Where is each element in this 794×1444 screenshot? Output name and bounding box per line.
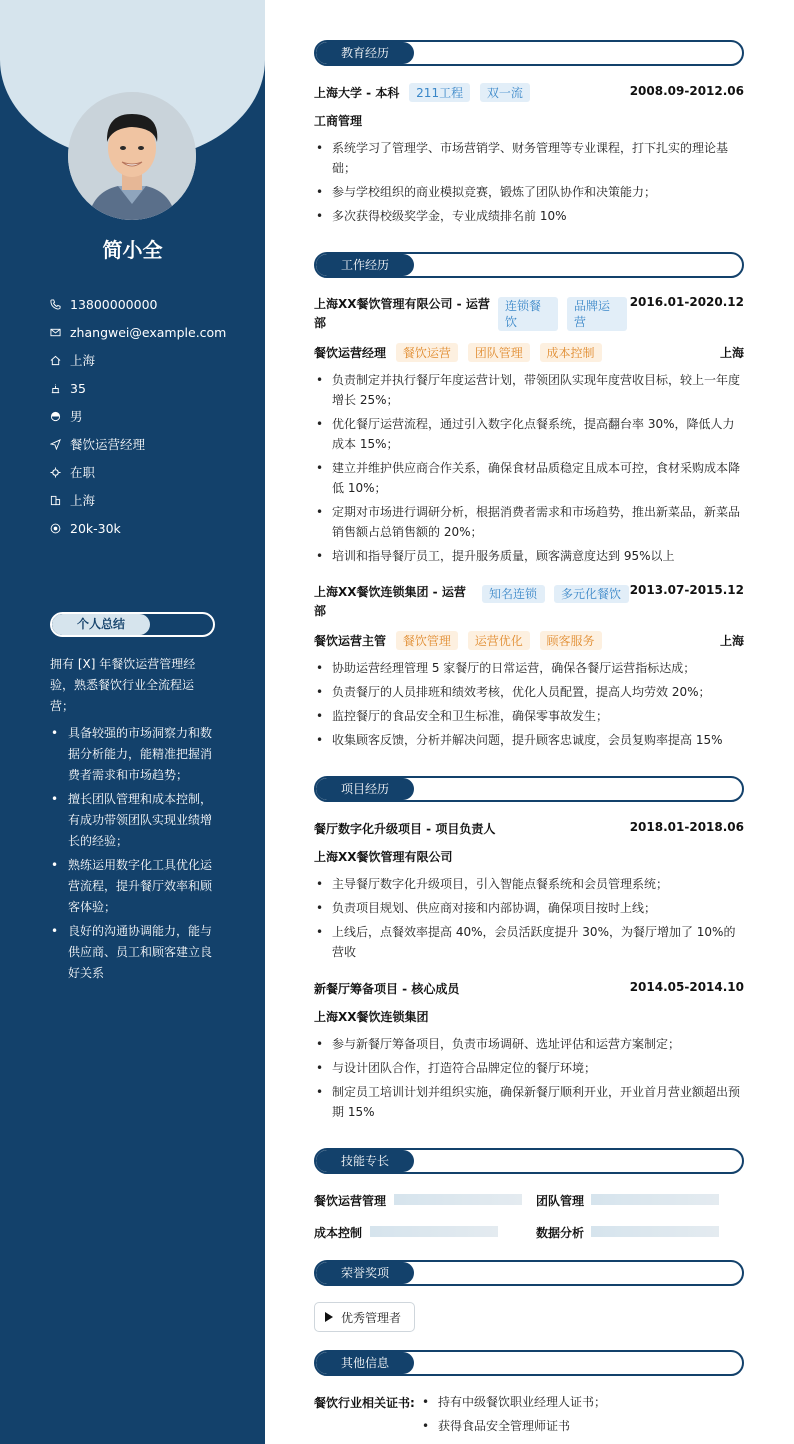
school-name: 上海大学 - 本科 xyxy=(314,86,400,100)
work-section-header xyxy=(314,252,744,278)
skill-tag: 运营优化 xyxy=(468,631,530,650)
company-tag: 多元化餐饮 xyxy=(554,585,629,603)
skill-bar xyxy=(591,1194,719,1205)
age-icon xyxy=(50,383,61,394)
list-item: • 收集顾客反馈，分析并解决问题，提升顾客忠诚度，会员复购率提高 15% xyxy=(314,730,744,750)
list-item: • 多次获得校级奖学金，专业成绩排名前 10% xyxy=(314,206,744,226)
list-item: • 制定员工培训计划并组织实施，确保新餐厅顺利开业，开业首月营业额超出预期 15% xyxy=(314,1082,744,1122)
section-title: 项目经历 xyxy=(340,782,389,796)
work-role-row xyxy=(314,631,744,650)
school-tag: 211工程 xyxy=(409,83,470,102)
section-title: 教育经历 xyxy=(340,46,389,60)
project-header-row xyxy=(314,980,744,997)
info-email xyxy=(50,318,250,346)
send-icon xyxy=(50,439,61,450)
list-item: • 协助运营经理管理 5 家餐厅的日常运营，确保各餐厅运营指标达成； xyxy=(314,658,744,678)
skill-bar xyxy=(370,1226,498,1237)
project-date: 2018.01-2018.06 xyxy=(629,820,744,834)
work-points xyxy=(314,658,744,754)
company-name: 上海XX餐饮管理有限公司 - 运营部 xyxy=(314,297,490,330)
info-city xyxy=(50,486,250,514)
work-city: 上海 xyxy=(719,634,744,648)
info-value: 在职 xyxy=(70,465,96,480)
work-date: 2013.07-2015.12 xyxy=(629,583,744,597)
list-item: • 参与新餐厅筹备项目，负责市场调研、选址评估和运营方案制定； xyxy=(314,1034,744,1054)
work-header-row xyxy=(314,295,744,333)
work-header-row xyxy=(314,583,744,621)
info-value: 上海 xyxy=(70,353,96,368)
list-item: • 监控餐厅的食品安全和卫生标准，确保零事故发生； xyxy=(314,706,744,726)
list-item: • 持有中级餐饮职业经理人证书； xyxy=(420,1392,740,1412)
education-major: 工商管理 xyxy=(314,114,363,128)
company-tag: 品牌运营 xyxy=(567,297,627,331)
skill-tag: 餐饮管理 xyxy=(396,631,458,650)
sidebar xyxy=(0,0,265,1444)
summary-title: 个人总结 xyxy=(76,617,125,631)
info-salary xyxy=(50,514,250,542)
award-label: 优秀管理者 xyxy=(341,1310,402,1325)
work-date: 2016.01-2020.12 xyxy=(629,295,744,309)
info-value: 男 xyxy=(70,409,83,424)
info-status xyxy=(50,458,250,486)
section-title: 其他信息 xyxy=(340,1356,389,1370)
list-item: • 主导餐厅数字化升级项目，引入智能点餐系统和会员管理系统； xyxy=(314,874,744,894)
company-tag: 连锁餐饮 xyxy=(498,297,558,331)
skill-name: 团队管理 xyxy=(536,1194,585,1208)
summary-text xyxy=(50,654,215,987)
awards-section-header xyxy=(314,1260,744,1286)
skill-name: 成本控制 xyxy=(314,1226,363,1240)
role-title: 餐饮运营主管 xyxy=(314,634,387,648)
info-value: zhangwei@example.com xyxy=(70,324,227,340)
list-item: • 上线后，点餐效率提高 40%，会员活跃度提升 30%，为餐厅增加了 10%的营收 xyxy=(314,922,744,962)
info-value: 餐饮运营经理 xyxy=(70,437,146,452)
list-item: • 负责制定并执行餐厅年度运营计划，带领团队实现年度营收目标，较上一年度增长 25%； xyxy=(314,370,744,410)
list-item: • 参与学校组织的商业模拟竞赛，锻炼了团队协作和决策能力； xyxy=(314,182,744,202)
contact-info-list xyxy=(50,290,250,542)
project-title: 新餐厅筹备项目 - 核心成员 xyxy=(314,982,460,996)
project-points xyxy=(314,874,744,966)
project-org: 上海XX餐饮管理有限公司 xyxy=(314,850,453,864)
project-title: 餐厅数字化升级项目 - 项目负责人 xyxy=(314,822,496,836)
play-icon xyxy=(325,1312,333,1322)
info-value: 13800000000 xyxy=(70,296,158,312)
info-position xyxy=(50,430,250,458)
info-value: 35 xyxy=(70,380,86,396)
other-label: 餐饮行业相关证书: xyxy=(314,1396,415,1410)
list-item: • 负责餐厅的人员排班和绩效考核，优化人员配置，提高人均劳效 20%； xyxy=(314,682,744,702)
skills-section-header xyxy=(314,1148,744,1174)
list-item: • 培训和指导餐厅员工，提升服务质量，顾客满意度达到 95%以上 xyxy=(314,546,744,566)
role-title: 餐饮运营经理 xyxy=(314,346,387,360)
list-item: • 优化餐厅运营流程，通过引入数字化点餐系统，提高翻台率 30%，降低人力成本 15%； xyxy=(314,414,744,454)
summary-points xyxy=(50,723,215,984)
award-item[interactable] xyxy=(314,1302,415,1332)
info-age xyxy=(50,374,250,402)
section-title: 工作经历 xyxy=(340,258,389,272)
skill-tag: 团队管理 xyxy=(468,343,530,362)
skill-tag: 成本控制 xyxy=(540,343,602,362)
avatar xyxy=(68,92,196,220)
education-points xyxy=(314,138,744,230)
info-location xyxy=(50,346,250,374)
phone-icon xyxy=(50,299,61,310)
status-icon xyxy=(50,467,61,478)
education-header-row xyxy=(314,83,744,102)
profile-name: 简小全 xyxy=(102,238,163,262)
list-item: • 负责项目规划、供应商对接和内部协调，确保项目按时上线； xyxy=(314,898,744,918)
company-name: 上海XX餐饮连锁集团 - 运营部 xyxy=(314,585,466,618)
summary-intro: 拥有 [X] 年餐饮运营管理经验，熟悉餐饮行业全流程运营； xyxy=(50,657,196,713)
list-item: • 获得食品安全管理师证书 xyxy=(420,1416,740,1436)
project-points xyxy=(314,1034,744,1126)
project-date: 2014.05-2014.10 xyxy=(629,980,744,994)
skill-bar xyxy=(591,1226,719,1237)
info-gender xyxy=(50,402,250,430)
section-title: 技能专长 xyxy=(340,1154,389,1168)
work-city: 上海 xyxy=(719,346,744,360)
skill-tag: 顾客服务 xyxy=(540,631,602,650)
info-phone xyxy=(50,290,250,318)
info-value: 20k-30k xyxy=(70,520,121,536)
skill-tag: 餐饮运营 xyxy=(396,343,458,362)
education-section-header xyxy=(314,40,744,66)
other-section-header xyxy=(314,1350,744,1376)
project-org: 上海XX餐饮连锁集团 xyxy=(314,1010,429,1024)
skill-bar xyxy=(394,1194,522,1205)
summary-point: • 熟练运用数字化工具优化运营流程，提升餐厅效率和顾客体验； xyxy=(68,855,215,918)
skill-name: 数据分析 xyxy=(536,1226,585,1240)
other-items xyxy=(420,1392,740,1440)
skill-name: 餐饮运营管理 xyxy=(314,1194,387,1208)
summary-point: • 具备较强的市场洞察力和数据分析能力，能精准把握消费者需求和市场趋势； xyxy=(68,723,215,786)
list-item: • 与设计团队合作，打造符合品牌定位的餐厅环境； xyxy=(314,1058,744,1078)
mail-icon xyxy=(50,327,61,338)
list-item: • 系统学习了管理学、市场营销学、财务管理等专业课程，打下扎实的理论基础； xyxy=(314,138,744,178)
list-item: • 建立并维护供应商合作关系，确保食材品质稳定且成本可控，食材采购成本降低 10%； xyxy=(314,458,744,498)
school-tag: 双一流 xyxy=(480,83,530,102)
building-icon xyxy=(50,495,61,506)
summary-point: • 擅长团队管理和成本控制，有成功带领团队实现业绩增长的经验； xyxy=(68,789,215,852)
salary-icon xyxy=(50,523,61,534)
project-header-row xyxy=(314,820,744,837)
info-value: 上海 xyxy=(70,493,96,508)
list-item: • 定期对市场进行调研分析，根据消费者需求和市场趋势，推出新菜品，新菜品销售额占总销售额的 20%； xyxy=(314,502,744,542)
project-section-header xyxy=(314,776,744,802)
work-role-row xyxy=(314,343,744,362)
summary-point: • 良好的沟通协调能力，能与供应商、员工和顾客建立良好关系 xyxy=(68,921,215,984)
work-points xyxy=(314,370,744,570)
home-icon xyxy=(50,355,61,366)
company-tag: 知名连锁 xyxy=(482,585,545,603)
education-date: 2008.09-2012.06 xyxy=(629,84,744,98)
section-title: 荣誉奖项 xyxy=(340,1266,389,1280)
gender-icon xyxy=(50,411,61,422)
summary-section-header xyxy=(50,612,215,637)
